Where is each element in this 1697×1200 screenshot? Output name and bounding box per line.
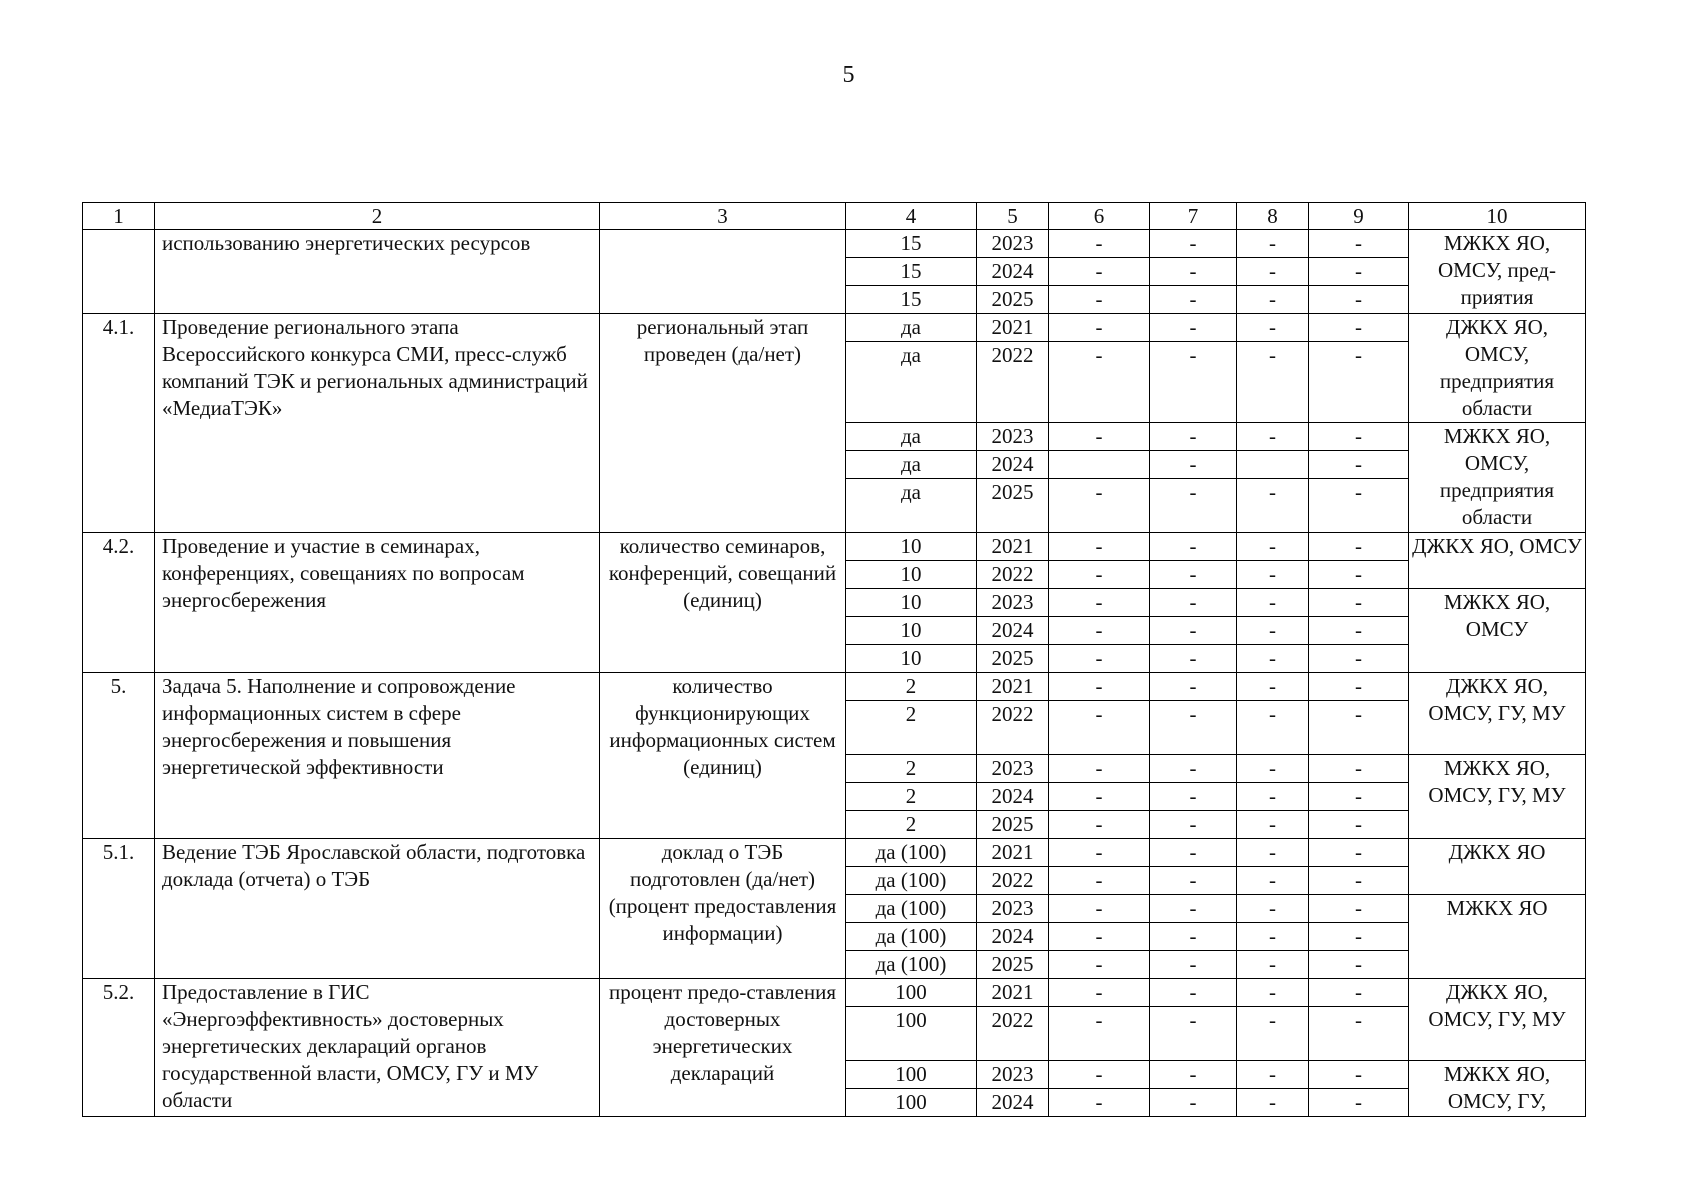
year: 2022 [977,1007,1049,1061]
table-row [83,314,1586,342]
funding-cell: - [1237,839,1309,867]
funding-cell: - [1049,423,1150,451]
funding-cell: - [1049,1007,1150,1061]
funding-cell: - [1237,811,1309,839]
funding-cell: - [1237,951,1309,979]
column-header: 4 [846,203,977,230]
funding-cell: - [1309,479,1409,533]
funding-cell: - [1150,895,1237,923]
funding-cell: - [1049,1061,1150,1089]
measure-name: Ведение ТЭБ Ярославской области, подготовка доклада (отчета) о ТЭБ [155,839,600,979]
responsible-executor: МЖКХ ЯО, ОМСУ, ГУ, [1409,1061,1586,1117]
indicator-value: да (100) [846,895,977,923]
item-number: 5.1. [83,839,155,979]
funding-cell: - [1309,867,1409,895]
indicator-value: да [846,479,977,533]
indicator-value: 2 [846,755,977,783]
indicator-name: количество функционирующих информационных систем (единиц) [600,673,846,839]
indicator-value: 100 [846,1061,977,1089]
funding-cell: - [1150,755,1237,783]
funding-cell: - [1309,1089,1409,1117]
funding-cell: - [1237,867,1309,895]
funding-cell: - [1049,951,1150,979]
indicator-value: 10 [846,533,977,561]
funding-cell: - [1150,811,1237,839]
indicator-value: 10 [846,561,977,589]
funding-cell: - [1049,561,1150,589]
funding-cell: - [1049,867,1150,895]
responsible-executor: ДЖКХ ЯО, ОМСУ [1409,533,1586,589]
page-number: 5 [842,62,855,88]
funding-cell: - [1150,314,1237,342]
column-header: 5 [977,203,1049,230]
funding-cell: - [1049,589,1150,617]
funding-cell: - [1309,1061,1409,1089]
table-row [83,533,1586,561]
funding-cell: - [1237,783,1309,811]
table-row [83,979,1586,1007]
indicator-name: доклад о ТЭБ подготовлен (да/нет) (процент предоставления информации) [600,839,846,979]
funding-cell: - [1150,1007,1237,1061]
item-number: 4.2. [83,533,155,673]
funding-cell: - [1237,561,1309,589]
measure-name: Предоставление в ГИС «Энергоэффективность» достоверных энергетических деклараций органов государственной власти, ОМСУ, ГУ и МУ области [155,979,600,1117]
funding-cell: - [1309,342,1409,423]
funding-cell: - [1237,1061,1309,1089]
column-header: 3 [600,203,846,230]
year: 2023 [977,755,1049,783]
year: 2024 [977,617,1049,645]
indicator-value: да [846,314,977,342]
year: 2024 [977,783,1049,811]
year: 2023 [977,589,1049,617]
item-number: 5.2. [83,979,155,1117]
funding-cell: - [1237,895,1309,923]
funding-cell: - [1309,951,1409,979]
indicator-value: да [846,451,977,479]
table-row [83,230,1586,258]
measure-name: Проведение регионального этапа Всероссийского конкурса СМИ, пресс-служб компаний ТЭК и региональных администраций «МедиаТЭК» [155,314,600,533]
funding-cell: - [1150,867,1237,895]
funding-cell: - [1309,561,1409,589]
funding-cell: - [1049,479,1150,533]
measure-name: Проведение и участие в семинарах, конференциях, совещаниях по вопросам энергосбережения [155,533,600,673]
funding-cell: - [1150,839,1237,867]
year: 2025 [977,811,1049,839]
funding-cell: - [1237,342,1309,423]
funding-cell: - [1309,314,1409,342]
indicator-name: процент предо-ставления достоверных энергетических деклараций [600,979,846,1117]
funding-cell: - [1150,423,1237,451]
responsible-executor: ДЖКХ ЯО, ОМСУ, ГУ, МУ [1409,673,1586,755]
funding-cell: - [1150,701,1237,755]
funding-cell: - [1049,673,1150,701]
funding-cell: - [1309,645,1409,673]
column-header: 6 [1049,203,1150,230]
funding-cell: - [1150,451,1237,479]
funding-cell: - [1150,258,1237,286]
funding-cell: - [1150,1089,1237,1117]
indicator-value: 2 [846,783,977,811]
indicator-value: 10 [846,617,977,645]
funding-cell: - [1049,533,1150,561]
table-row [83,673,1586,701]
indicator-value: 100 [846,1089,977,1117]
funding-cell: - [1049,314,1150,342]
indicator-value: 10 [846,645,977,673]
measure-name: Задача 5. Наполнение и сопровождение информационных систем в сфере энергосбережения и повышения энергетической эффективности [155,673,600,839]
responsible-executor: ДЖКХ ЯО [1409,839,1586,895]
year: 2021 [977,673,1049,701]
funding-cell: - [1049,286,1150,314]
item-number: 4.1. [83,314,155,533]
responsible-executor: МЖКХ ЯО [1409,895,1586,979]
indicator-value: 2 [846,673,977,701]
year: 2022 [977,701,1049,755]
indicator-value: 100 [846,979,977,1007]
funding-cell: - [1309,451,1409,479]
funding-cell [1237,451,1309,479]
funding-cell: - [1049,645,1150,673]
responsible-executor: МЖКХ ЯО, ОМСУ [1409,589,1586,673]
funding-cell: - [1309,258,1409,286]
funding-cell: - [1309,423,1409,451]
year: 2021 [977,314,1049,342]
indicator-value: 100 [846,1007,977,1061]
year: 2025 [977,479,1049,533]
indicator-value: да (100) [846,951,977,979]
item-number: 5. [83,673,155,839]
indicator-value: да (100) [846,923,977,951]
funding-cell: - [1150,286,1237,314]
year: 2024 [977,923,1049,951]
indicator-value: 10 [846,589,977,617]
funding-cell: - [1237,1007,1309,1061]
year: 2023 [977,230,1049,258]
year: 2024 [977,1089,1049,1117]
funding-cell: - [1150,230,1237,258]
funding-cell: - [1150,673,1237,701]
column-header: 8 [1237,203,1309,230]
indicator-value: да [846,342,977,423]
funding-cell: - [1237,673,1309,701]
year: 2021 [977,979,1049,1007]
year: 2021 [977,839,1049,867]
funding-cell: - [1049,342,1150,423]
funding-cell: - [1150,617,1237,645]
column-header: 7 [1150,203,1237,230]
responsible-executor: ДЖКХ ЯО, ОМСУ, ГУ, МУ [1409,979,1586,1061]
funding-cell: - [1237,589,1309,617]
funding-cell: - [1150,1061,1237,1089]
funding-cell: - [1049,755,1150,783]
funding-cell: - [1237,701,1309,755]
funding-cell: - [1150,589,1237,617]
year: 2021 [977,533,1049,561]
item-number [83,230,155,314]
column-header: 10 [1409,203,1586,230]
funding-cell: - [1237,533,1309,561]
funding-cell: - [1309,895,1409,923]
indicator-name: региональный этап проведен (да/нет) [600,314,846,533]
year: 2025 [977,951,1049,979]
indicator-value: 15 [846,258,977,286]
header-row [83,203,1586,230]
funding-cell: - [1049,230,1150,258]
funding-cell: - [1150,645,1237,673]
year: 2022 [977,561,1049,589]
year: 2023 [977,895,1049,923]
column-header: 9 [1309,203,1409,230]
funding-cell: - [1309,533,1409,561]
funding-cell: - [1237,645,1309,673]
measures-table [82,202,1586,1117]
column-header: 2 [155,203,600,230]
responsible-executor: МЖКХ ЯО, ОМСУ, пред-приятия [1409,230,1586,314]
funding-cell: - [1309,673,1409,701]
indicator-name: количество семинаров, конференций, совещаний (единиц) [600,533,846,673]
funding-cell: - [1150,342,1237,423]
funding-cell: - [1049,258,1150,286]
funding-cell: - [1150,479,1237,533]
funding-cell: - [1237,314,1309,342]
funding-cell: - [1237,423,1309,451]
indicator-value: 2 [846,701,977,755]
funding-cell: - [1049,895,1150,923]
funding-cell: - [1049,923,1150,951]
funding-cell: - [1309,923,1409,951]
funding-cell [1049,451,1150,479]
funding-cell: - [1237,755,1309,783]
funding-cell: - [1237,979,1309,1007]
funding-cell: - [1237,258,1309,286]
funding-cell: - [1309,839,1409,867]
funding-cell: - [1309,589,1409,617]
indicator-value: да (100) [846,867,977,895]
year: 2025 [977,286,1049,314]
indicator-value: да [846,423,977,451]
table-row [83,839,1586,867]
funding-cell: - [1309,617,1409,645]
funding-cell: - [1049,839,1150,867]
funding-cell: - [1150,533,1237,561]
year: 2022 [977,867,1049,895]
indicator-value: 15 [846,286,977,314]
year: 2025 [977,645,1049,673]
funding-cell: - [1049,783,1150,811]
responsible-executor: МЖКХ ЯО, ОМСУ, ГУ, МУ [1409,755,1586,839]
funding-cell: - [1150,979,1237,1007]
year: 2024 [977,451,1049,479]
indicator-value: 15 [846,230,977,258]
funding-cell: - [1150,951,1237,979]
funding-cell: - [1049,1089,1150,1117]
funding-cell: - [1237,286,1309,314]
funding-cell: - [1237,617,1309,645]
funding-cell: - [1309,1007,1409,1061]
funding-cell: - [1150,923,1237,951]
funding-cell: - [1049,617,1150,645]
year: 2023 [977,423,1049,451]
measure-name: использованию энергетических ресурсов [155,230,600,314]
year: 2022 [977,342,1049,423]
year: 2024 [977,258,1049,286]
funding-cell: - [1049,811,1150,839]
funding-cell: - [1150,783,1237,811]
funding-cell: - [1237,230,1309,258]
column-header: 1 [83,203,155,230]
funding-cell: - [1237,923,1309,951]
indicator-value: 2 [846,811,977,839]
funding-cell: - [1309,783,1409,811]
funding-cell: - [1309,811,1409,839]
funding-cell: - [1309,979,1409,1007]
funding-cell: - [1150,561,1237,589]
funding-cell: - [1049,701,1150,755]
funding-cell: - [1309,755,1409,783]
indicator-name [600,230,846,314]
funding-cell: - [1309,230,1409,258]
funding-cell: - [1049,979,1150,1007]
indicator-value: да (100) [846,839,977,867]
funding-cell: - [1237,479,1309,533]
funding-cell: - [1309,286,1409,314]
responsible-executor: ДЖКХ ЯО, ОМСУ, предприятия области [1409,314,1586,423]
responsible-executor: МЖКХ ЯО, ОМСУ, предприятия области [1409,423,1586,533]
funding-cell: - [1309,701,1409,755]
funding-cell: - [1237,1089,1309,1117]
year: 2023 [977,1061,1049,1089]
